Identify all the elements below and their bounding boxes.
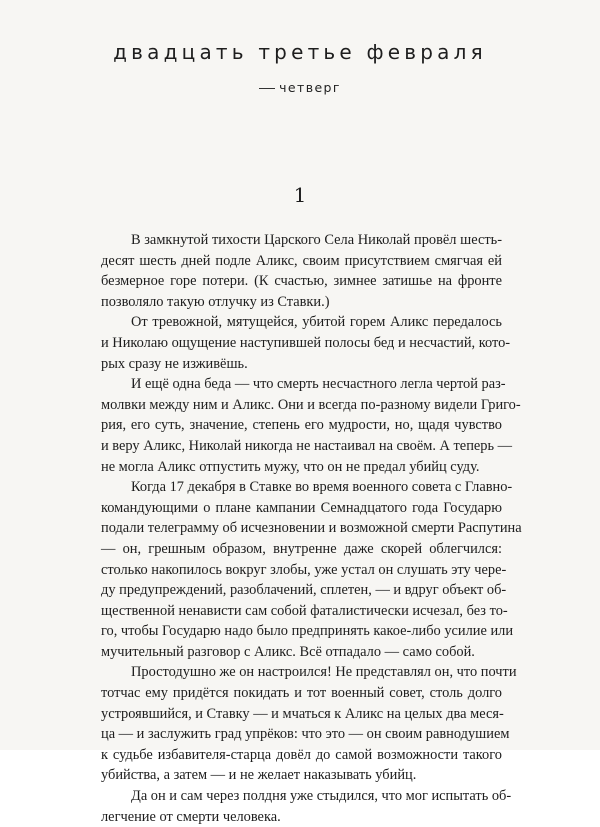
text-line: Да он и сам через полдня уже стыдился, что мог испытать об- (131, 788, 512, 805)
text-line: убийства, а затем — и не желает наказывать убийц. (101, 767, 417, 784)
text-line: позволяло такую отлучку из Ставки.) (101, 293, 330, 310)
text-line: И ещё одна беда — что смерть несчастного легла чертой раз- (131, 376, 506, 393)
paragraph (101, 230, 502, 312)
text-line: — он, грешным образом, внутренне даже скорей облегчился: (101, 540, 502, 557)
text-line: устроявшийся, и Ставку — и мчаться к Аликс на целых два меся- (101, 705, 504, 722)
text-line: легчение от смерти человека. (101, 808, 281, 825)
text-line: ду предупреждений, разоблачений, сплетен, — и вдруг объект об- (101, 582, 507, 599)
text-line: не могла Аликс отпустить мужу, что он не предал убийц суду. (101, 458, 480, 475)
text-line: щественной ненависти сам собой фаталистически исчезал, без то- (101, 602, 508, 619)
text-line: Простодушно же он настроился! Не представлял он, что почти (131, 664, 517, 681)
chapter-subtitle: четверг (279, 80, 341, 95)
text-line: В замкнутой тихости Царского Села Николай провёл шесть- (131, 232, 502, 248)
paragraph (101, 312, 511, 374)
chapter-title: двадцать третье февраля (113, 40, 487, 64)
text-line: рых сразу не изживёшь. (101, 355, 248, 372)
text-line: подали телеграмму об исчезновении и возможной смерти Распутина (101, 520, 522, 537)
text-line: го, чтобы Государю надо было предпринять какое-либо усилие или (101, 623, 514, 640)
text-line: тотчас ему придётся покидать и тот военный совет, столь долго (101, 685, 502, 702)
text-line: столько накопилось вокруг злобы, уже устал он слушать эту чере- (101, 561, 507, 578)
paragraph (101, 662, 517, 786)
text-line: мучительный разговор с Аликс. Всё отпадало — само собой. (101, 643, 475, 660)
text-line: командующими о плане кампании Семнадцатого года Государю (101, 499, 502, 516)
text-line: безмерное горе потери. (К счастью, зимнее затишье на фронте (101, 273, 502, 290)
text-line: рия, его суть, значение, степень его мудрости, но, щадя чувство (101, 417, 502, 434)
text-line: молвки между ним и Аликс. Они и всегда по-разному видели Григо- (101, 396, 521, 413)
text-line: ца — и заслужить град упрёков: что это — он своим равнодушием (101, 726, 510, 743)
chapter-subtitle-row (0, 80, 600, 95)
body-text (101, 230, 522, 827)
text-line: к судьбе избавителя-старца довёл до самой возможности такого (101, 746, 502, 763)
paragraph (101, 477, 522, 662)
section-number: 1 (293, 183, 307, 207)
text-line: десят шесть дней подле Аликс, своим присутствием смягчая ей (101, 252, 502, 269)
text-line: и Николаю ощущение наступившей полосы бед и несчастий, кото- (101, 334, 511, 351)
text-line: От тревожной, мятущейся, убитой горем Аликс передалось (131, 314, 502, 331)
paragraph (101, 786, 512, 827)
text-line: Когда 17 декабря в Ставке во время военного совета с Главно- (131, 479, 513, 496)
text-line: и веру Аликс, Николай никогда не настаивал на своём. А теперь — (101, 437, 513, 454)
paragraph (101, 374, 521, 477)
subtitle-dash (259, 88, 275, 89)
